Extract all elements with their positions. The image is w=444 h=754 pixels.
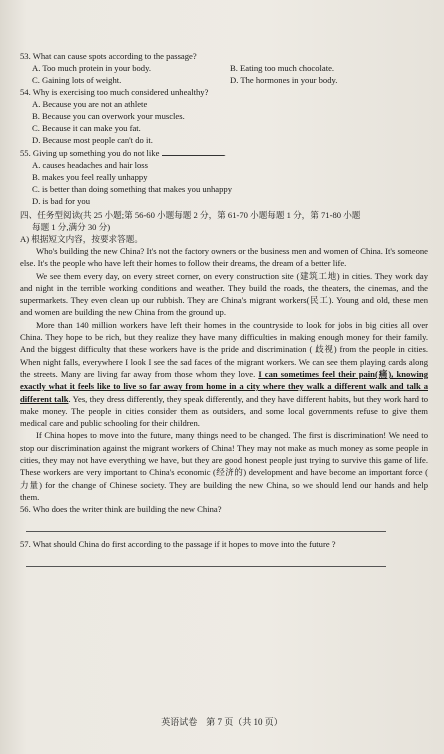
question-54-option-c: C. Because it can make you fat.: [32, 123, 141, 133]
page-footer: 英语试卷 第 7 页（共 10 页）: [161, 717, 283, 727]
question-55-stem: [20, 146, 428, 159]
question-55-option-d: D. is bad for you: [32, 196, 90, 206]
question-55-option-c: C. is better than doing something that makes you unhappy: [32, 184, 233, 194]
passage-underlined-sentence: I can sometimes feel their pain(痛), knowing exactly what it feels like to live so far away from home in a city where they walk a different walk and talk a different talk: [20, 368, 429, 404]
question-57-stem: 57. What should China do first according to the passage if it hopes to move into the future ?: [20, 539, 336, 550]
passage-paragraph-3: [20, 319, 428, 430]
section-subtitle: A) 根据短文内容，按要求答题。: [20, 234, 143, 244]
section-title-line-2: 每题 1 分,满分 30 分): [32, 222, 111, 232]
page-content: [20, 50, 428, 567]
passage-paragraph-4: If China hopes to move into the future, many things need to be changed. The first is discrimination! We need to stop our discrimination against the migrant workers of China! They may not make as much money as some people in cities, they may not have everything we have, but they are good honest people just trying to survive this game of life. These workers are very important to China's economic (经济的) development and have become an important force ( 力量) for the change of Chinese society. They are building the new China, so we should lend our hands and help them.: [20, 430, 428, 502]
question-54-stem: 54. Why is exercising too much considered unhealthy?: [20, 87, 209, 97]
question-54-option-b: B. Because you can overwork your muscles.: [32, 111, 185, 121]
question-57-answer-line[interactable]: [26, 556, 386, 567]
question-55-option-b: B. makes you feel really unhappy: [32, 172, 148, 182]
question-55-stem-text: 55. Giving up something you do not like: [20, 148, 160, 158]
question-56-answer-line[interactable]: [26, 521, 386, 532]
question-53-option-d: D. The hormones in your body.: [230, 75, 338, 85]
question-53-option-a: A. Too much protein in your body.: [32, 63, 151, 73]
question-54-option-a: A. Because you are not an athlete: [32, 99, 148, 109]
passage-paragraph-3-start: More than 140 million workers have left their homes in the countryside to look for jobs in big cities all over China. They hope to be rich, but they realize they have many difficulties in making enough money for their family. And the biggest difficulty that these workers have is the pride and discrimination ( 歧视) from the people in cities. When night falls, everywhere I look I see the sad faces of the migrant workers. We can see them playing cards along the streets. Many are living far away from those whom they love.: [20, 319, 428, 379]
question-53-option-b: B. Eating too much chocolate.: [230, 63, 335, 73]
passage-paragraph-1: Who's building the new China? It's not the factory owners or the business men and women of China. It's someone else. It's the people who have left their homes to follow their dreams, the dream of a better life.: [20, 246, 428, 269]
passage-paragraph-3-end: . Yes, they dress differently, they speak differently, and they have different habits, but they work hard to make money. The people in cities consider them as outsiders, and some local governments refuse to give them medical care and public schooling for their children.: [20, 393, 429, 429]
question-53-options-row-2: [32, 74, 428, 86]
question-55-option-a: A. causes headaches and hair loss: [32, 160, 148, 170]
section-title-line-1: 四、任务型阅读(共 25 小题;第 56-60 小题每题 2 分，第 61-70 小题每题 1 分，第 71-80 小题: [20, 210, 361, 220]
passage-paragraph-2: We see them every day, on every street corner, on every construction site (建筑工地) in cities. They work day and night in the terrible working conditions and weather. They build the roads, the theaters, the cinemas, and the supermarkets. They even clean up our rubbish. They are China's migrant workers(民工). Young and old, these men and women are building the new China from the ground up.: [20, 270, 428, 318]
answer-blank[interactable]: [162, 146, 224, 156]
question-53-option-c: C. Gaining lots of weight.: [32, 75, 122, 85]
question-56-stem: 56. Who does the writer think are building the new China?: [20, 504, 222, 515]
question-54-option-d: D. Because most people can't do it.: [32, 135, 153, 145]
question-55-stem-end: .: [223, 148, 226, 158]
question-53-stem: 53. What can cause spots according to the passage?: [20, 51, 197, 61]
question-53-options-row-1: [32, 62, 428, 74]
